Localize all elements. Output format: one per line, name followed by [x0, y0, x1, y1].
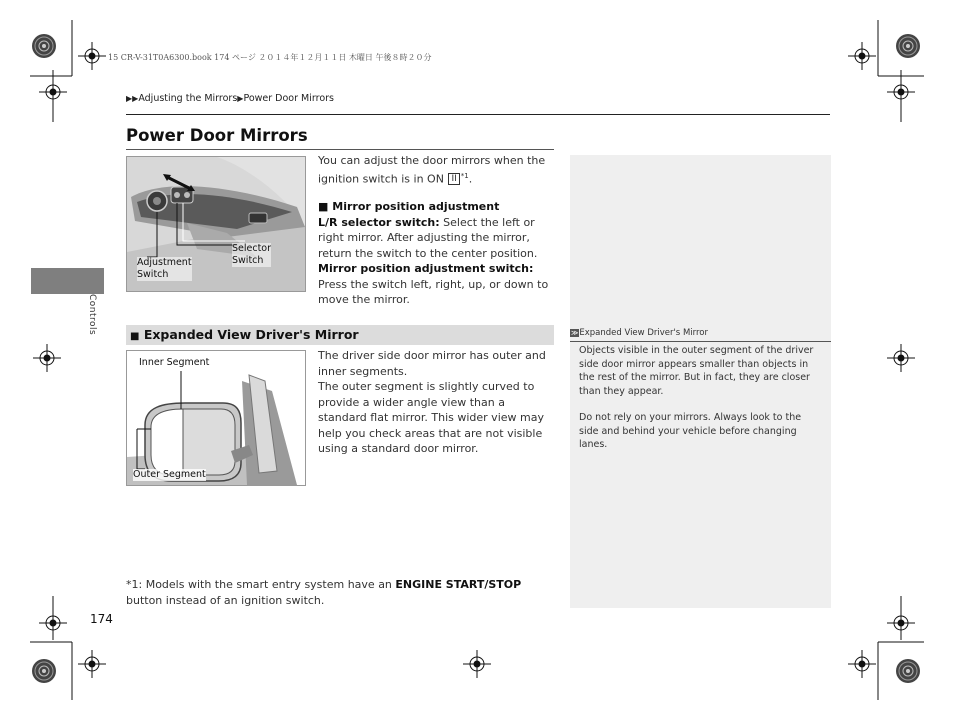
- header-rule: [126, 114, 830, 115]
- expanded-paragraph-2: The outer segment is slightly curved to provide a wider angle view than a standard flat mirror. This wider view may help you check areas that are not visible using a standard door mirror.: [318, 380, 544, 455]
- mirror-adjust-heading: ■ Mirror position adjustment: [318, 200, 500, 213]
- outer-segment-label: Outer Segment: [133, 469, 206, 480]
- selector-switch-label: Selector Switch: [232, 243, 272, 266]
- note-rule: [570, 341, 831, 342]
- title-rule: [126, 149, 554, 150]
- breadcrumb-separator: ▶: [237, 94, 244, 103]
- breadcrumb: [126, 93, 334, 104]
- expanded-view-text: [318, 348, 556, 457]
- section-title: ■ Expanded View Driver's Mirror: [130, 327, 359, 342]
- switch-panel-figure: [126, 156, 306, 292]
- adjustment-switch-label: Adjustment Switch: [137, 257, 192, 280]
- page-number: 174: [90, 612, 113, 626]
- position-switch-paragraph: Mirror position adjustment switch: Press the switch left, right, up, or down to move the mirror.: [318, 262, 549, 306]
- chapter-tab[interactable]: [31, 268, 104, 294]
- expanded-mirror-illustration: [127, 351, 305, 485]
- note-paragraph-2: Do not rely on your mirrors. Always look to the side and behind your vehicle before changing lanes.: [579, 412, 802, 450]
- footnote: *1: Models with the smart entry system have an ENGINE START/STOP button instead of an ignition switch.: [126, 578, 522, 607]
- expanded-mirror-figure: [126, 350, 306, 486]
- note-paragraph-1: Objects visible in the outer segment of the driver side door mirror appears smaller than objects in the rest of the mirror. But in fact, they are closer than they appear.: [579, 345, 814, 397]
- page-title: Power Door Mirrors: [126, 126, 308, 145]
- intro-text: You can adjust the door mirrors when the ignition switch is in ON II $^{*1}$.: [318, 154, 546, 186]
- breadcrumb-current: Power Door Mirrors: [243, 93, 334, 104]
- expanded-paragraph-1: The driver side door mirror has outer and inner segments.: [318, 349, 546, 378]
- note-heading: ≫Expanded View Driver's Mirror: [571, 328, 708, 338]
- breadcrumb-parent[interactable]: Adjusting the Mirrors: [138, 93, 238, 104]
- print-header: 15 CR-V-31T0A6300.book 174 ページ ２０１４年１２月１１日 木曜日 午後８時２０分: [108, 53, 432, 62]
- inner-segment-label: Inner Segment: [139, 357, 210, 368]
- breadcrumb-arrows: ▶▶: [126, 94, 139, 103]
- lr-selector-paragraph: L/R selector switch: Select the left or right mirror. After adjusting the mirror, return the switch to the center position.: [318, 215, 538, 260]
- ignition-on-badge: II: [448, 173, 459, 185]
- chapter-label: Controls: [87, 294, 97, 336]
- mirror-adjust-section: [318, 199, 554, 308]
